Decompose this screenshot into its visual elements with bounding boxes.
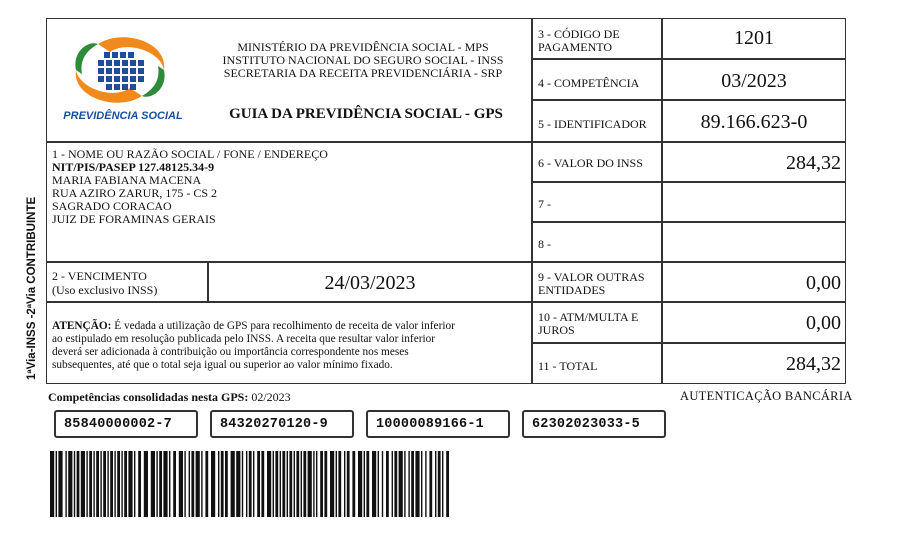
outras-entidades-label-cell: [532, 262, 662, 302]
atencao-line-1: [52, 320, 455, 333]
identificador-label: 5 - IDENTIFICADOR: [538, 117, 647, 131]
total-label: 11 - TOTAL: [538, 359, 598, 373]
competencia-label: 4 - COMPETÊNCIA: [538, 76, 640, 90]
contribuinte-cell: [46, 142, 532, 262]
vencimento-label: 2 - VENCIMENTO: [52, 269, 147, 283]
form-title: GUIA DA PREVIDÊNCIA SOCIAL - GPS: [229, 106, 503, 122]
atm-multa-label: 10 - ATM/MULTA E JUROS: [538, 310, 639, 337]
identificador-value: 89.166.623-0: [700, 111, 808, 133]
field-7-label-cell: [532, 182, 662, 222]
barcode-number-2: 84320270120-9: [210, 410, 354, 438]
barcode-number-4: 62302023033-5: [522, 410, 666, 438]
atencao-text-1: É vedada a utilização de GPS para recolhimento de receita de valor inferior: [111, 320, 455, 332]
codigo-label: 3 - CÓDIGO DE PAGAMENTO: [538, 27, 620, 54]
codigo-value: 1201: [734, 27, 774, 49]
atm-multa-value-cell: [662, 302, 846, 343]
vencimento-value: 24/03/2023: [324, 272, 416, 294]
nit-line: NIT/PIS/PASEP 127.48125.34-9: [52, 160, 215, 174]
competencias-consolidadas: [48, 390, 291, 405]
barcode-number-3: 10000089166-1: [366, 410, 510, 438]
valor-inss-label-cell: [532, 142, 662, 182]
vencimento-sublabel: (Uso exclusivo INSS): [52, 283, 158, 297]
codigo-label-cell: [532, 18, 662, 59]
header-line-2: INSTITUTO NACIONAL DO SEGURO SOCIAL - INSS: [222, 53, 504, 67]
atencao-cell: [46, 302, 532, 384]
barcode-image: [50, 451, 462, 517]
barcode-number-1: 85840000002-7: [54, 410, 198, 438]
competencias-value: 02/2023: [248, 390, 291, 404]
atencao-line-4: subsequentes, até que o total seja igual ou superior ao valor mínimo fixado.: [52, 359, 393, 371]
field-8-label-cell: [532, 222, 662, 262]
field-7-label: 7 -: [538, 197, 551, 211]
valor-inss-value-cell: [662, 142, 846, 182]
total-value-cell: [662, 343, 846, 384]
contribuinte-name: MARIA FABIANA MACENA: [52, 173, 202, 187]
competencia-label-cell: [532, 59, 662, 100]
previdencia-logo-icon: [68, 34, 172, 106]
total-label-cell: [532, 343, 662, 384]
atencao-title: ATENÇÃO:: [52, 320, 112, 332]
header-line-3: SECRETARIA DA RECEITA PREVIDENCIÁRIA - SRP: [223, 66, 503, 80]
field-8-value-cell: [662, 222, 846, 262]
contribuinte-city: JUIZ DE FORAMINAS GERAIS: [52, 212, 216, 226]
total-value: 284,32: [786, 353, 841, 375]
valor-inss-label: 6 - VALOR DO INSS: [538, 156, 643, 170]
atm-multa-value: 0,00: [806, 312, 841, 334]
codigo-value-cell: [662, 18, 846, 59]
field-8-label: 8 -: [538, 237, 551, 251]
contribuinte-label: 1 - NOME OU RAZÃO SOCIAL / FONE / ENDEREÇO: [52, 147, 328, 161]
vencimento-value-cell: [208, 262, 532, 302]
outras-entidades-value-cell: [662, 262, 846, 302]
contribuinte-district: SAGRADO CORACAO: [52, 199, 172, 213]
atencao-line-2: ao estipulado em resolução publicada pelo INSS. A receita que resultar valor inferior: [52, 333, 436, 345]
outras-entidades-label: 9 - VALOR OUTRAS ENTIDADES: [538, 270, 645, 297]
vencimento-label-cell: [46, 262, 208, 302]
valor-inss-value: 284,32: [786, 152, 841, 174]
atm-multa-label-cell: [532, 302, 662, 343]
competencia-value: 03/2023: [721, 70, 787, 92]
atencao-line-3: deverá ser adicionada à contribuição ou importância correspondente nos meses: [52, 346, 409, 358]
logo-text: PREVIDÊNCIA SOCIAL: [63, 110, 183, 122]
competencias-label: Competências consolidadas nesta GPS:: [48, 390, 249, 404]
competencia-value-cell: [662, 59, 846, 100]
contribuinte-street: RUA AZIRO ZARUR, 175 - CS 2: [52, 186, 218, 200]
identificador-label-cell: [532, 100, 662, 142]
field-7-value-cell: [662, 182, 846, 222]
header-line-1: MINISTÉRIO DA PREVIDÊNCIA SOCIAL - MPS: [237, 40, 489, 54]
identificador-value-cell: [662, 100, 846, 142]
via-side-label: 1ªVia-INSS -2ªVia CONTRIBUINTE: [26, 196, 38, 380]
autenticacao-bancaria: AUTENTICAÇÃO BANCÁRIA: [680, 389, 853, 403]
outras-entidades-value: 0,00: [806, 272, 841, 294]
